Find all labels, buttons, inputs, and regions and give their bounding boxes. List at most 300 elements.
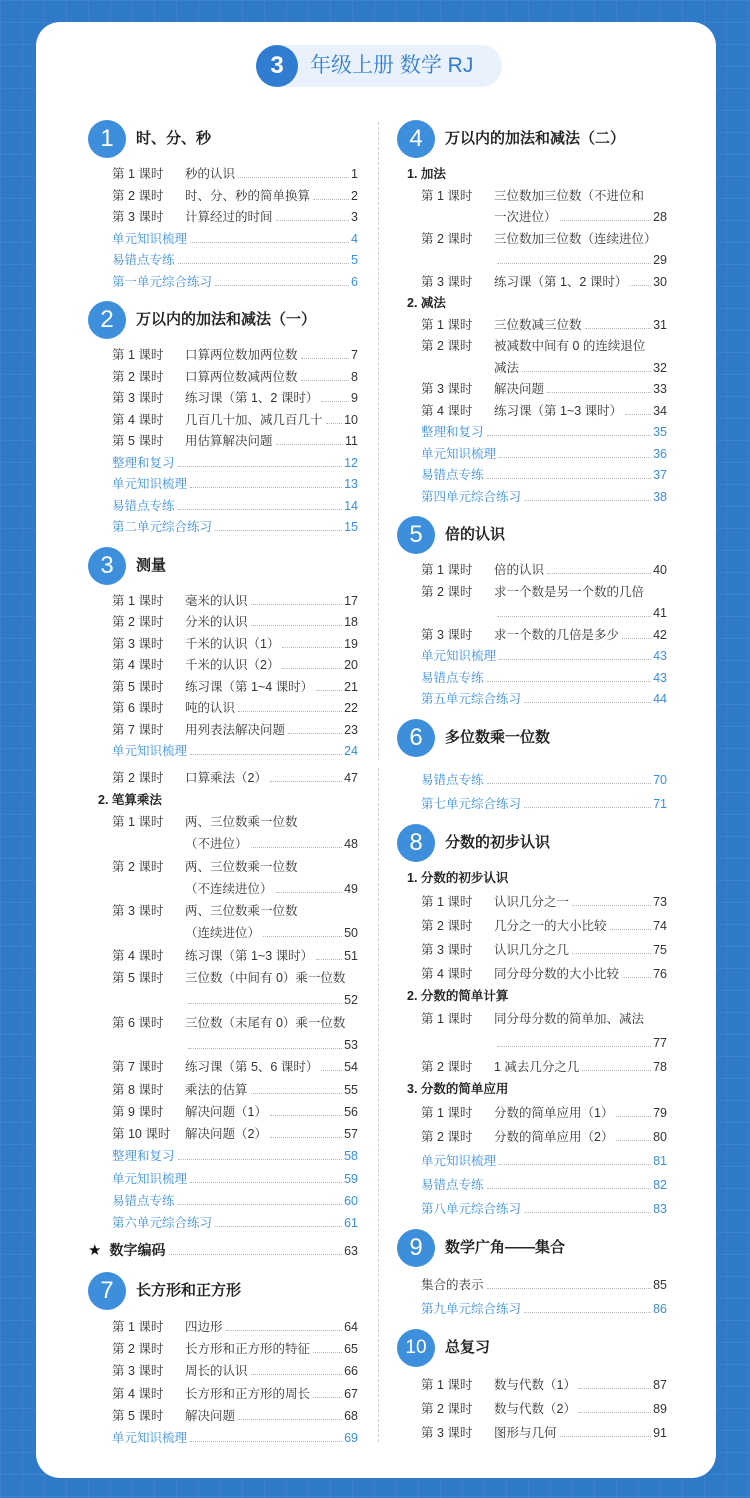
leader-dots bbox=[497, 1046, 651, 1047]
toc-entry[interactable] bbox=[88, 1168, 358, 1190]
page-number: 81 bbox=[653, 1153, 667, 1168]
lesson-row[interactable] bbox=[397, 1055, 667, 1079]
lesson-number: 第 6 课时 bbox=[112, 701, 164, 715]
leader-dots bbox=[226, 1330, 343, 1331]
entry-title-line2 bbox=[494, 250, 667, 272]
lesson-row[interactable] bbox=[397, 272, 667, 294]
page-number: 82 bbox=[653, 1177, 667, 1192]
toc-entry[interactable] bbox=[397, 1173, 667, 1197]
entry-title: 几分之一的大小比较 bbox=[494, 918, 607, 933]
chapter-6-heading bbox=[397, 719, 667, 759]
lesson-row[interactable] bbox=[88, 186, 358, 208]
lesson-number: 第 2 课时 bbox=[112, 1341, 164, 1356]
page-number: 63 bbox=[344, 1243, 358, 1258]
lesson-number: 第 3 课时 bbox=[421, 274, 473, 289]
toc-entry[interactable] bbox=[397, 487, 667, 509]
chapter-9-heading bbox=[397, 1229, 667, 1269]
lesson-row[interactable] bbox=[397, 560, 667, 582]
toc-entry[interactable] bbox=[88, 229, 358, 251]
entry-title: 三位数（末尾有 0）乘一位数 bbox=[185, 1015, 346, 1030]
leader-dots bbox=[582, 1070, 651, 1071]
entry-title-block bbox=[185, 967, 358, 1012]
page-number: 42 bbox=[653, 627, 667, 642]
lesson-row[interactable] bbox=[88, 945, 358, 967]
section-heading: 2. 笔算乘法 bbox=[98, 792, 162, 807]
toc-entry[interactable] bbox=[397, 465, 667, 487]
lesson-row[interactable] bbox=[397, 186, 667, 229]
leader-dots bbox=[190, 1182, 342, 1183]
lesson-row[interactable] bbox=[88, 1316, 358, 1338]
entry-title: 单元知识梳理 bbox=[112, 1171, 188, 1186]
page-number: 69 bbox=[344, 1431, 358, 1446]
page-number: 55 bbox=[344, 1082, 358, 1097]
entry-title: 易错点专练 bbox=[421, 773, 484, 787]
lesson-row[interactable] bbox=[397, 1397, 667, 1421]
entry-title: 分米的认识 bbox=[185, 615, 248, 629]
entry-title: 千米的认识（2） bbox=[185, 658, 280, 672]
leader-dots bbox=[270, 1137, 342, 1138]
lesson-row[interactable] bbox=[397, 625, 667, 647]
lesson-row[interactable] bbox=[397, 1421, 667, 1445]
page-number: 12 bbox=[344, 455, 358, 470]
entry-title: 解决问题 bbox=[494, 382, 545, 396]
lesson-number: 第 3 课时 bbox=[421, 942, 473, 957]
lesson-number: 第 3 课时 bbox=[112, 391, 164, 405]
entry-title: 第八单元综合练习 bbox=[421, 1201, 522, 1216]
entry-title-line2 bbox=[494, 207, 667, 229]
entry-title: 三位数加三位数（连续进位） bbox=[494, 231, 657, 246]
entry-title: 第一单元综合练习 bbox=[112, 274, 213, 289]
toc-entry[interactable] bbox=[397, 1297, 667, 1321]
lesson-row[interactable] bbox=[88, 1383, 358, 1405]
leader-dots bbox=[560, 1436, 652, 1437]
lesson-row[interactable] bbox=[88, 1338, 358, 1360]
entry-title: 数与代数（2） bbox=[494, 1401, 576, 1416]
lesson-number: 第 3 课时 bbox=[112, 210, 164, 224]
page-number: 89 bbox=[653, 1401, 667, 1416]
leader-dots bbox=[547, 573, 651, 574]
entry-title: 单元知识梳理 bbox=[421, 1153, 497, 1168]
leader-dots bbox=[270, 1115, 342, 1116]
page-number: 8 bbox=[351, 369, 358, 384]
lesson-row[interactable] bbox=[397, 890, 667, 914]
page-number: 41 bbox=[653, 606, 667, 620]
leader-dots bbox=[326, 423, 343, 424]
leader-dots bbox=[263, 936, 342, 937]
page-number: 30 bbox=[653, 274, 667, 289]
lesson-number: 第 2 课时 bbox=[112, 859, 164, 874]
chapter-title[interactable]: 长方形和正方形 bbox=[136, 1281, 242, 1299]
entry-title: 被减数中间有 0 的连续退位 bbox=[494, 339, 646, 353]
page-number: 18 bbox=[344, 615, 358, 629]
leader-dots bbox=[572, 953, 651, 954]
chapter-title[interactable]: 万以内的加法和减法（二） bbox=[445, 130, 626, 147]
lesson-row[interactable] bbox=[88, 345, 358, 367]
entry-title: 倍的认识 bbox=[494, 563, 545, 577]
lesson-row[interactable] bbox=[397, 914, 667, 938]
lesson-number: 第 3 课时 bbox=[421, 1425, 473, 1440]
chapter-title[interactable]: 倍的认识 bbox=[445, 526, 506, 543]
leader-dots bbox=[625, 414, 651, 415]
chapter-title[interactable]: 万以内的加法和减法（一） bbox=[136, 311, 317, 328]
leader-dots bbox=[313, 1397, 342, 1398]
toc-entry[interactable] bbox=[88, 474, 358, 496]
page-number: 38 bbox=[653, 489, 667, 504]
toc-entry[interactable] bbox=[397, 1149, 667, 1173]
lesson-row[interactable] bbox=[88, 655, 358, 677]
leader-dots bbox=[178, 263, 350, 264]
lesson-number: 第 1 课时 bbox=[112, 593, 164, 608]
page-number: 85 bbox=[653, 1277, 667, 1292]
toc-entry[interactable] bbox=[88, 517, 358, 539]
entry-title-line2 bbox=[185, 1034, 358, 1056]
page-number: 40 bbox=[653, 563, 667, 577]
entry-title: 解决问题（1） bbox=[185, 1104, 267, 1119]
lesson-row[interactable] bbox=[397, 962, 667, 986]
chapter-title[interactable]: 测量 bbox=[136, 556, 167, 574]
leader-dots bbox=[630, 285, 651, 286]
leader-dots bbox=[190, 754, 342, 755]
page-number: 43 bbox=[653, 649, 667, 663]
entry-title-line2 bbox=[185, 878, 358, 900]
leader-dots bbox=[215, 530, 342, 531]
lesson-row[interactable] bbox=[88, 1056, 358, 1078]
entry-title: 练习课（第 1、2 课时） bbox=[185, 391, 319, 405]
lesson-row[interactable] bbox=[88, 612, 358, 634]
lesson-row[interactable] bbox=[88, 410, 358, 432]
entry-title: 单元知识梳理 bbox=[112, 1431, 188, 1446]
lesson-row[interactable] bbox=[88, 591, 358, 613]
page-number: 80 bbox=[653, 1129, 667, 1144]
leader-dots bbox=[169, 1254, 342, 1255]
chapter-10-heading bbox=[397, 1329, 667, 1369]
page-number: 10 bbox=[344, 412, 358, 427]
toc-entry[interactable] bbox=[88, 1427, 358, 1449]
toc-entry[interactable] bbox=[397, 646, 667, 668]
page-number: 59 bbox=[344, 1171, 358, 1186]
page-number: 13 bbox=[344, 477, 358, 491]
lesson-number: 第 2 课时 bbox=[421, 1060, 473, 1074]
page-number: 76 bbox=[653, 966, 667, 981]
lesson-number: 第 1 课时 bbox=[421, 317, 473, 332]
lesson-number: 第 3 课时 bbox=[421, 382, 473, 396]
page-number: 71 bbox=[653, 797, 667, 811]
lesson-row[interactable] bbox=[88, 388, 358, 410]
lesson-number: 第 4 课时 bbox=[421, 966, 473, 981]
right-column-top bbox=[397, 112, 667, 763]
entry-title: 练习课（第 1~4 课时） bbox=[185, 679, 314, 694]
page-number: 3 bbox=[351, 210, 358, 224]
entry-title-continued: 一次进位） bbox=[494, 210, 557, 224]
page-number: 22 bbox=[344, 701, 358, 715]
chapter-title[interactable]: 时、分、秒 bbox=[136, 130, 212, 147]
lesson-row[interactable] bbox=[397, 1007, 667, 1055]
entry-title-continued: （不连续进位） bbox=[185, 881, 273, 896]
leader-dots bbox=[178, 1159, 343, 1160]
toc-entry[interactable] bbox=[88, 1190, 358, 1212]
lesson-row[interactable] bbox=[397, 582, 667, 625]
entry-title: 时、分、秒的简单换算 bbox=[185, 188, 311, 203]
chapter-title[interactable]: 数学广角——集合 bbox=[445, 1238, 566, 1256]
page-number: 47 bbox=[344, 771, 358, 785]
toc-entry[interactable] bbox=[397, 668, 667, 690]
entry-title: 单元知识梳理 bbox=[112, 744, 188, 758]
entry-title: 口算两位数加两位数 bbox=[185, 348, 298, 362]
entry-title: 四边形 bbox=[185, 1319, 223, 1334]
special-topic-row[interactable] bbox=[88, 1237, 358, 1264]
entry-title: 三位数减三位数 bbox=[494, 317, 582, 332]
entry-title: 三位数加三位数（不进位和 bbox=[494, 188, 645, 203]
lesson-row[interactable] bbox=[397, 1125, 667, 1149]
chapter-5-heading bbox=[397, 516, 667, 556]
lesson-row[interactable] bbox=[88, 1079, 358, 1101]
leader-dots bbox=[282, 647, 342, 648]
lesson-number: 第 3 课时 bbox=[421, 627, 473, 642]
lesson-number: 第 9 课时 bbox=[112, 1104, 164, 1119]
page-number: 6 bbox=[351, 274, 358, 289]
toc-entry[interactable] bbox=[397, 768, 667, 792]
lesson-row[interactable] bbox=[397, 315, 667, 337]
lesson-row[interactable] bbox=[88, 677, 358, 699]
chapter-number: 8 bbox=[397, 824, 435, 862]
leader-dots bbox=[622, 977, 651, 978]
toc-entry[interactable] bbox=[88, 272, 358, 294]
entry-title: 整理和复习 bbox=[112, 1149, 175, 1164]
entry-title: 1 减去几分之几 bbox=[494, 1060, 580, 1074]
leader-dots bbox=[487, 681, 652, 682]
toc-entry[interactable] bbox=[397, 1197, 667, 1221]
page-number: 61 bbox=[344, 1216, 358, 1231]
leader-dots bbox=[313, 1352, 342, 1353]
chapter-title[interactable]: 多位数乘一位数 bbox=[445, 728, 551, 746]
leader-dots bbox=[321, 1070, 342, 1071]
leader-dots bbox=[313, 199, 349, 200]
leader-dots bbox=[524, 1312, 651, 1313]
lesson-row[interactable] bbox=[88, 1101, 358, 1123]
lesson-row[interactable] bbox=[88, 431, 358, 453]
entry-title: 第二单元综合练习 bbox=[112, 520, 213, 534]
lesson-row[interactable] bbox=[88, 720, 358, 742]
lesson-row[interactable] bbox=[88, 1123, 358, 1145]
lesson-row[interactable] bbox=[88, 1012, 358, 1057]
entry-title: 易错点专练 bbox=[421, 468, 484, 482]
lesson-number: 第 2 课时 bbox=[421, 339, 473, 353]
toc-entry[interactable] bbox=[88, 1145, 358, 1167]
leader-dots bbox=[524, 702, 651, 703]
lesson-row[interactable] bbox=[88, 811, 358, 856]
page-number: 29 bbox=[653, 253, 667, 267]
entry-title: 易错点专练 bbox=[421, 1177, 484, 1192]
page-number: 51 bbox=[344, 948, 358, 963]
leader-dots bbox=[547, 392, 651, 393]
entry-title: 千米的认识（1） bbox=[185, 636, 280, 651]
chapter-number: 9 bbox=[397, 1229, 435, 1267]
lesson-number: 第 2 课时 bbox=[421, 1129, 473, 1144]
entry-title: 毫米的认识 bbox=[185, 593, 248, 608]
left-column-bottom bbox=[88, 768, 358, 1449]
entry-title: 第五单元综合练习 bbox=[421, 692, 522, 706]
lesson-row[interactable] bbox=[397, 229, 667, 272]
leader-dots bbox=[270, 781, 342, 782]
lesson-row[interactable] bbox=[88, 634, 358, 656]
lesson-row[interactable] bbox=[397, 336, 667, 379]
lesson-number: 第 1 课时 bbox=[421, 1377, 473, 1392]
lesson-number: 第 1 课时 bbox=[421, 188, 473, 203]
leader-dots bbox=[487, 478, 652, 479]
entry-title: 求一个数的几倍是多少 bbox=[494, 627, 620, 642]
lesson-number: 第 4 课时 bbox=[421, 403, 473, 418]
entry-title: 易错点专练 bbox=[112, 498, 175, 513]
lesson-row[interactable] bbox=[88, 900, 358, 945]
page-number: 4 bbox=[351, 231, 358, 246]
leader-dots bbox=[251, 847, 343, 848]
page-number: 2 bbox=[351, 188, 358, 203]
page-seam bbox=[36, 760, 716, 767]
lesson-number: 第 2 课时 bbox=[112, 615, 164, 629]
lesson-row[interactable] bbox=[88, 856, 358, 901]
entry-title: 单元知识梳理 bbox=[421, 446, 497, 461]
entry-title: 口算乘法（2） bbox=[185, 771, 267, 785]
leader-dots bbox=[487, 1188, 652, 1189]
toc-entry[interactable] bbox=[88, 250, 358, 272]
lesson-row[interactable] bbox=[397, 1373, 667, 1397]
entry-title: 乘法的估算 bbox=[185, 1082, 248, 1097]
lesson-number: 第 1 课时 bbox=[421, 1012, 473, 1026]
toc-entry[interactable] bbox=[397, 422, 667, 444]
lesson-row[interactable] bbox=[88, 207, 358, 229]
left-column-top bbox=[88, 112, 358, 763]
leader-dots bbox=[276, 892, 343, 893]
lesson-row[interactable] bbox=[88, 1405, 358, 1427]
page-number: 14 bbox=[344, 498, 358, 513]
leader-dots bbox=[178, 1204, 343, 1205]
lesson-row[interactable] bbox=[88, 1360, 358, 1382]
toc-entry[interactable] bbox=[397, 792, 667, 816]
leader-dots bbox=[321, 401, 349, 402]
lesson-number: 第 2 课时 bbox=[112, 369, 164, 384]
lesson-row[interactable] bbox=[397, 938, 667, 962]
leader-dots bbox=[238, 711, 342, 712]
lesson-row[interactable] bbox=[88, 698, 358, 720]
entry-title: 用列表法解决问题 bbox=[185, 722, 286, 737]
page-number: 28 bbox=[653, 210, 667, 224]
page-number: 17 bbox=[344, 593, 358, 608]
lesson-number: 第 5 课时 bbox=[112, 434, 164, 448]
entry-title-line2 bbox=[494, 603, 667, 625]
entry-title: 数字编码 bbox=[109, 1241, 166, 1258]
entry-title: 整理和复习 bbox=[112, 455, 175, 470]
entry-title: 几百几十加、减几百几十 bbox=[185, 412, 323, 427]
chapter-number: 3 bbox=[88, 547, 126, 585]
entry-title-line2 bbox=[185, 922, 358, 944]
page-number: 11 bbox=[345, 434, 358, 448]
entry-title: 练习课（第 1~3 课时） bbox=[494, 403, 623, 418]
page-number: 49 bbox=[344, 881, 358, 896]
page-number: 23 bbox=[344, 722, 358, 737]
page-number: 9 bbox=[351, 391, 358, 405]
star-icon: ★ bbox=[88, 1241, 102, 1259]
entry-title: 整理和复习 bbox=[421, 425, 484, 439]
page-number: 65 bbox=[344, 1341, 358, 1356]
entry-title: 解决问题 bbox=[185, 1408, 236, 1423]
toc-entry[interactable] bbox=[88, 1212, 358, 1234]
leader-dots bbox=[288, 733, 342, 734]
lesson-number: 第 5 课时 bbox=[112, 679, 164, 694]
leader-dots bbox=[301, 358, 350, 359]
leader-dots bbox=[610, 929, 652, 930]
entry-title-line2 bbox=[185, 833, 358, 855]
toc-entry[interactable] bbox=[397, 689, 667, 711]
leader-dots bbox=[499, 457, 651, 458]
section-heading: 2. 分数的简单计算 bbox=[407, 988, 509, 1003]
page-number: 5 bbox=[351, 253, 358, 267]
entry-title: 两、三位数乘一位数 bbox=[185, 904, 298, 919]
entry-title: 练习课（第 1、2 课时） bbox=[494, 274, 628, 289]
leader-dots bbox=[560, 220, 652, 221]
leader-dots bbox=[190, 1441, 342, 1442]
lesson-row[interactable] bbox=[397, 1101, 667, 1125]
entry-title: 第六单元综合练习 bbox=[112, 1216, 213, 1231]
lesson-number: 第 5 课时 bbox=[112, 1408, 164, 1423]
leader-dots bbox=[499, 1164, 651, 1165]
lesson-number: 第 8 课时 bbox=[112, 1082, 164, 1097]
leader-dots bbox=[238, 177, 349, 178]
leader-dots bbox=[622, 638, 651, 639]
page-number: 19 bbox=[344, 636, 358, 651]
toc-entry[interactable] bbox=[88, 453, 358, 475]
leader-dots bbox=[178, 466, 343, 467]
page-number: 68 bbox=[344, 1408, 358, 1423]
page-number: 70 bbox=[653, 773, 667, 787]
lesson-number: 第 5 课时 bbox=[112, 971, 164, 986]
chapter-title[interactable]: 总复习 bbox=[445, 1338, 491, 1356]
chapter-8-heading bbox=[397, 824, 667, 864]
lesson-row[interactable] bbox=[88, 164, 358, 186]
page-number: 87 bbox=[653, 1377, 667, 1392]
book-title: 年级上册 数学 RJ bbox=[310, 54, 474, 77]
lesson-number: 第 1 课时 bbox=[112, 348, 164, 362]
toc-entry[interactable] bbox=[397, 1273, 667, 1297]
leader-dots bbox=[215, 1226, 342, 1227]
lesson-row[interactable] bbox=[88, 967, 358, 1012]
entry-title: 同分母分数的简单加、减法 bbox=[494, 1012, 645, 1026]
leader-dots bbox=[178, 509, 343, 510]
page-number: 1 bbox=[351, 167, 358, 181]
page-number: 78 bbox=[653, 1060, 667, 1074]
leader-dots bbox=[522, 371, 651, 372]
entry-title: 第四单元综合练习 bbox=[421, 489, 522, 504]
entry-title-block bbox=[185, 900, 358, 945]
page-number: 60 bbox=[344, 1194, 358, 1209]
lesson-row[interactable] bbox=[88, 367, 358, 389]
entry-title-block bbox=[185, 1012, 358, 1057]
lesson-number: 第 7 课时 bbox=[112, 1060, 164, 1075]
entry-title-line2 bbox=[185, 989, 358, 1011]
toc-entry[interactable] bbox=[397, 444, 667, 466]
leader-dots bbox=[215, 285, 349, 286]
lesson-row[interactable] bbox=[397, 379, 667, 401]
entry-title: 认识几分之一 bbox=[494, 894, 570, 909]
chapter-number: 4 bbox=[397, 120, 435, 158]
page-number: 31 bbox=[653, 317, 667, 332]
toc-entry[interactable] bbox=[88, 496, 358, 518]
lesson-row[interactable] bbox=[397, 401, 667, 423]
page-number: 56 bbox=[344, 1104, 358, 1119]
page-number: 43 bbox=[653, 670, 667, 685]
chapter-title[interactable]: 分数的初步认识 bbox=[445, 834, 551, 851]
leader-dots bbox=[572, 905, 651, 906]
lesson-row[interactable] bbox=[88, 768, 358, 790]
